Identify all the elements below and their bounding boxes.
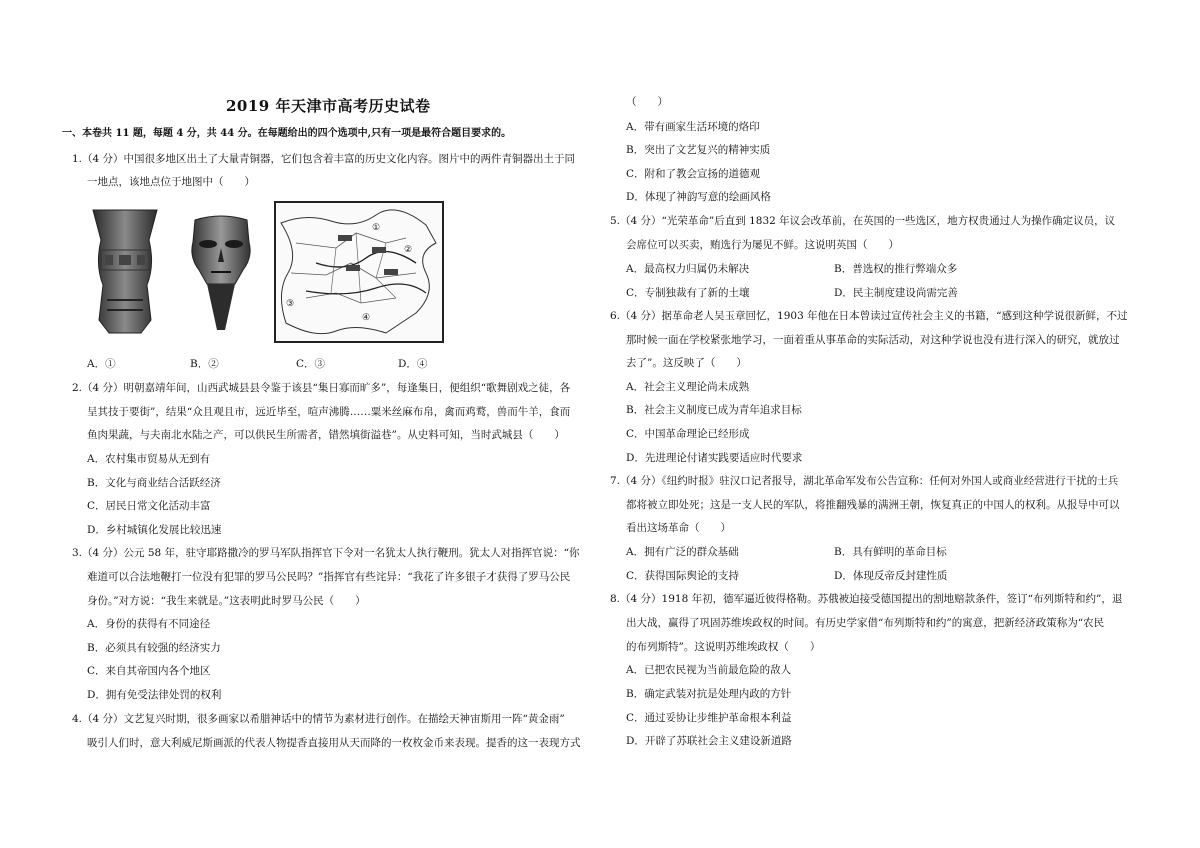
- q2-option-d[interactable]: D．乡村城镇化发展比较迅速: [87, 524, 222, 536]
- map-mark-1: ①: [372, 223, 381, 233]
- q7-stem-1: 7.（4 分）《纽约时报》驻汉口记者报导，湖北革命军发布公告宣称：任何对外国人或商业经营进行干扰的士兵: [610, 475, 1119, 487]
- q4-option-d[interactable]: D．体现了神韵写意的绘画风格: [626, 191, 771, 203]
- q4-option-c[interactable]: C．附和了教会宣扬的道德观: [626, 168, 761, 180]
- map-mark-4: ④: [362, 313, 371, 323]
- bronze-vessel-icon: [85, 205, 165, 335]
- q4-answer-bracket: （ ）: [626, 96, 668, 108]
- q1-stem-2: 一地点，该地点位于地图中（ ）: [87, 176, 255, 188]
- q7-option-c[interactable]: C．获得国际舆论的支持: [626, 570, 740, 582]
- q6-stem-3: 去了”。这反映了（ ）: [626, 357, 747, 369]
- q3-stem-1: 3.（4 分）公元 58 年，驻守耶路撒冷的罗马军队指挥官下令对一名犹太人执行鞭刑。犹太人对指挥官说：“你: [72, 547, 580, 559]
- q4-option-a[interactable]: A．带有画家生活环境的烙印: [626, 121, 760, 133]
- q1-option-a[interactable]: A．①: [87, 358, 116, 370]
- q2-option-a[interactable]: A．农村集市贸易从无到有: [87, 453, 211, 465]
- page-title: 2019 年天津市高考历史试卷: [226, 97, 431, 115]
- q8-option-d[interactable]: D．开辟了苏联社会主义建设新道路: [626, 735, 792, 747]
- q4-stem-1: 4.（4 分）文艺复兴时期，很多画家以希腊神话中的情节为素材进行创作。在描绘天神宙斯用一阵“黄金雨”: [72, 713, 565, 725]
- q1-option-b[interactable]: B．②: [190, 358, 219, 370]
- q5-option-b[interactable]: B．普选权的推行弊端众多: [834, 263, 958, 275]
- china-map-image: [274, 201, 444, 343]
- bronze-mask-icon: [185, 212, 257, 334]
- q1-stem-1: 1.（4 分）中国很多地区出土了大量青铜器，它们包含着丰富的历史文化内容。图片中的两件青铜器出土于同: [72, 153, 576, 165]
- q2-stem-3: 鱼肉果蔬，与夫南北水陆之产，可以供民生所需者，错然填街溢巷”。从史料可知，当时武城县（ ）: [87, 429, 565, 441]
- q6-option-b[interactable]: B．社会主义制度已成为青年追求目标: [626, 404, 802, 416]
- q7-stem-3: 看出这场革命（ ）: [626, 522, 731, 534]
- q3-option-a[interactable]: A．身份的获得有不同途径: [87, 618, 211, 630]
- map-icon: [276, 203, 442, 341]
- q3-option-d[interactable]: D．拥有免受法律处罚的权利: [87, 689, 222, 701]
- q8-stem-2: 出大战，赢得了巩固苏维埃政权的时间。有历史学家借“布列斯特和约”的寓意，把新经济政策称为“农民: [626, 617, 1105, 629]
- q4-option-b[interactable]: B．突出了文艺复兴的精神实质: [626, 144, 771, 156]
- bronze-mask-image: [185, 212, 257, 334]
- q2-stem-1: 2.（4 分）明朝嘉靖年间，山西武城县县令鉴于该县“集日寡而旷多”，每逢集日，便组织“歌舞剧戏之徒，各: [72, 382, 571, 394]
- q3-option-b[interactable]: B．必须具有较强的经济实力: [87, 642, 221, 654]
- q4-stem-2: 吸引人们时，意大利威尼斯画派的代表人物提香直接用从天而降的一枚枚金币来表现。提香的这一表现方式: [87, 737, 581, 749]
- q7-option-b[interactable]: B．具有鲜明的革命目标: [834, 546, 947, 558]
- q8-option-b[interactable]: B．确定武装对抗是处理内政的方针: [626, 688, 792, 700]
- q3-stem-3: 身份。”对方说：“我生来就是。”这表明此时罗马公民（ ）: [87, 595, 366, 607]
- section-header: 一、本卷共 11 题，每题 4 分，共 44 分。在每题给出的四个选项中,只有一项是最符合题目要求的。: [62, 128, 512, 139]
- bronze-vessel-image: [85, 205, 165, 335]
- q3-option-c[interactable]: C．来自其帝国内各个地区: [87, 665, 211, 677]
- q2-stem-2: 呈其技于要街”，结果“众且观且市，远近毕至，喧声沸腾……粟米丝麻布帛，禽而鸡鹜，兽而牛羊，食而: [87, 406, 571, 418]
- q8-stem-3: 的布列斯特”。这说明苏维埃政权（ ）: [626, 641, 821, 653]
- q8-option-c[interactable]: C．通过妥协让步维护革命根本利益: [626, 712, 792, 724]
- q5-option-d[interactable]: D．民主制度建设尚需完善: [834, 287, 958, 299]
- q8-option-a[interactable]: A．已把农民视为当前最危险的敌人: [626, 664, 792, 676]
- q2-option-c[interactable]: C．居民日常文化活动丰富: [87, 500, 211, 512]
- q7-stem-2: 都将被立即处死；这是一支人民的军队，将推翻残暴的满洲王朝，恢复真正的中国人的权利。从报导中可以: [626, 499, 1120, 511]
- q6-option-a[interactable]: A．社会主义理论尚未成熟: [626, 381, 750, 393]
- q6-stem-1: 6.（4 分）据革命老人吴玉章回忆，1903 年他在日本曾读过宣传社会主义的书籍，“感到这种学说很新鲜，不过: [610, 310, 1128, 322]
- q5-stem-2: 会席位可以买卖，贿选行为屡见不鲜。这说明英国（ ）: [626, 239, 899, 251]
- q8-stem-1: 8.（4 分）1918 年初，德军逼近彼得格勒。苏俄被迫接受德国提出的割地赔款条件，签订“布列斯特和约”，退: [610, 593, 1123, 605]
- q6-option-d[interactable]: D．先进理论付诸实践要适应时代要求: [626, 452, 803, 464]
- q1-option-c[interactable]: C．③: [296, 358, 326, 370]
- q7-option-a[interactable]: A．拥有广泛的群众基础: [626, 546, 739, 558]
- q5-stem-1: 5.（4 分）“光荣革命”后直到 1832 年议会改革前，在英国的一些选区，地方权贵通过人为操作确定议员，议: [610, 215, 1116, 227]
- map-mark-3: ③: [286, 299, 295, 309]
- q6-stem-2: 那时候一面在学校紧张地学习，一面着重从事革命的实际活动，对这种学说也没有进行深入的研究，就放过: [626, 334, 1120, 346]
- q2-option-b[interactable]: B．文化与商业结合活跃经济: [87, 477, 221, 489]
- q7-option-d[interactable]: D．体现反帝反封建性质: [834, 570, 948, 582]
- q1-option-d[interactable]: D．④: [398, 358, 428, 370]
- q3-stem-2: 难道可以合法地鞭打一位没有犯罪的罗马公民吗？”指挥官有些诧异：“我花了许多银子才获得了罗马公民: [87, 571, 571, 583]
- q5-option-c[interactable]: C．专制独裁有了新的土壤: [626, 287, 750, 299]
- q5-option-a[interactable]: A．最高权力归属仍未解决: [626, 263, 750, 275]
- q6-option-c[interactable]: C．中国革命理论已经形成: [626, 428, 750, 440]
- map-mark-2: ②: [404, 245, 413, 255]
